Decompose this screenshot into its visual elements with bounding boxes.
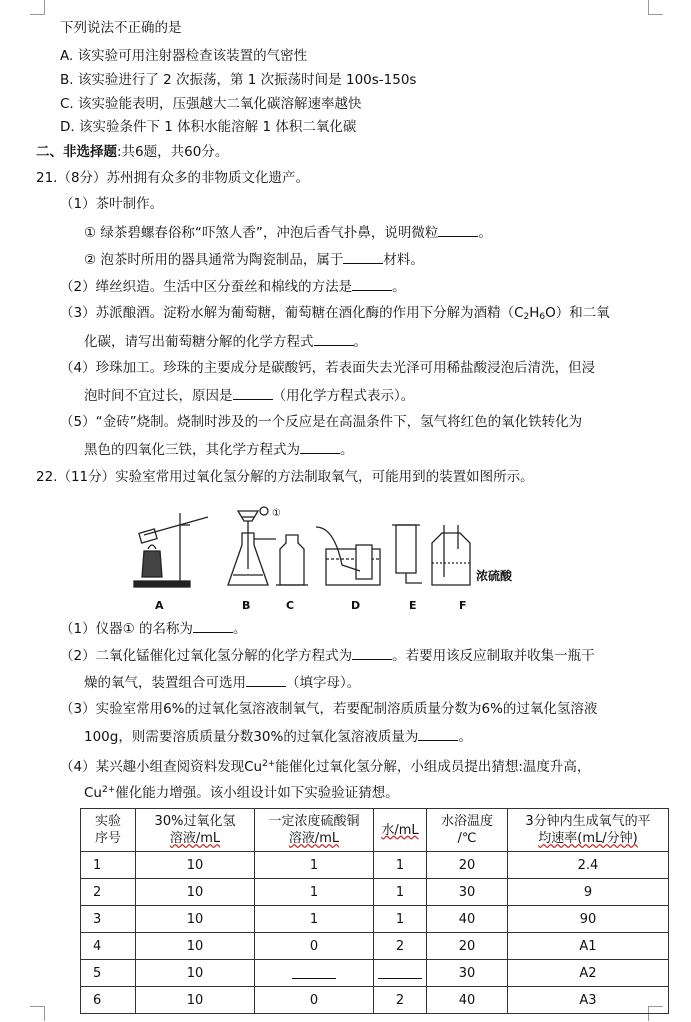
cell-rate: A2: [508, 960, 669, 987]
q21-part1-b-end: 材料。: [383, 252, 424, 268]
q22-part3-line2: [84, 726, 472, 747]
cell-water: 2: [374, 987, 427, 1014]
period: 。: [232, 621, 247, 637]
lab-apparatus-figure: [130, 505, 513, 615]
cell-water: 1: [374, 879, 427, 906]
cell-trial-no: 2: [81, 879, 136, 906]
section-desc: :共6题，共60分。: [117, 144, 229, 160]
cell-cuso4: 0: [255, 987, 374, 1014]
crop-mark-top-right: [648, 0, 663, 15]
subscript: 2: [523, 312, 530, 322]
answer-blank[interactable]: [378, 964, 422, 979]
q22-part2-end: 。若要用该反应制取并收集一瓶干: [392, 648, 595, 664]
cell-temperature: 20: [427, 852, 508, 879]
q22-part4-line2: [84, 780, 399, 803]
cell-rate: A3: [508, 987, 669, 1014]
q21-part5-line1: （5）“金砖”烧制。烧制时涉及的一个反应是在高温条件下，氢气将红色的氧化铁转化为: [60, 414, 583, 430]
answer-blank[interactable]: [438, 222, 478, 237]
crop-mark-bottom-left: [30, 1006, 45, 1021]
cell-h2o2: 10: [136, 906, 255, 933]
cell-temperature: 40: [427, 906, 508, 933]
cell-rate: A1: [508, 933, 669, 960]
cell-cuso4-blank[interactable]: [255, 960, 374, 987]
q22-part2-line2: [84, 672, 360, 693]
apparatus-e-illustration: [392, 525, 422, 583]
period: 。: [458, 729, 472, 745]
apparatus-a-illustration: [134, 513, 208, 587]
cell-h2o2: 10: [136, 933, 255, 960]
header-oxygen-rate: 3分钟内生成氧气的平 均速率(mL/分钟): [508, 809, 669, 852]
apparatus-c-illustration: [276, 535, 308, 585]
table-row: [81, 960, 669, 987]
cell-cuso4: 0: [255, 933, 374, 960]
q21-part2-text: （2）缂丝织造。生活中区分蚕丝和棉线的方法是: [60, 279, 353, 295]
cell-rate: 2.4: [508, 852, 669, 879]
q20-option-c: C. 该实验能表明，压强越大二氧化碳溶解速率越快: [60, 96, 362, 112]
header-water-volume: 水/mL: [374, 809, 427, 852]
cell-h2o2: 10: [136, 852, 255, 879]
subscript: 6: [539, 312, 546, 322]
cell-h2o2: 10: [136, 879, 255, 906]
q22-part4-line1: [60, 754, 590, 777]
q21-part2: [60, 276, 406, 297]
experiment-table: [80, 808, 669, 1014]
answer-blank[interactable]: [343, 249, 383, 264]
q21-part1: （1）茶叶制作。: [60, 196, 164, 212]
q20-option-a: A. 该实验可用注射器检查该装置的气密性: [60, 48, 308, 64]
period: 。: [353, 334, 367, 350]
answer-blank[interactable]: [246, 672, 286, 687]
q22-part4-end2: 催化能力增强。该小组设计如下实验验证猜想。: [115, 785, 399, 801]
cell-cuso4: 1: [255, 906, 374, 933]
answer-blank[interactable]: [352, 276, 392, 291]
q21-part1-b: [84, 249, 424, 270]
q22-part2-text: （2）二氧化锰催化过氧化氢分解的化学方程式为: [60, 648, 353, 664]
q22-part4-text2: Cu: [84, 785, 102, 801]
q21-part5-line2: [84, 439, 354, 460]
q21-head: 21.（8分）苏州拥有众多的非物质文化遗产。: [36, 170, 310, 186]
header-bath-temperature: 水浴温度 /℃: [427, 809, 508, 852]
q22-part3-line1: （3）实验室常用6%的过氧化氢溶液制氧气，若要配制溶质质量分数为6%的过氧化氢溶液: [60, 701, 598, 717]
section-heading: [36, 142, 228, 162]
cell-cuso4: 1: [255, 852, 374, 879]
cell-water: 2: [374, 933, 427, 960]
period: 。: [340, 442, 354, 458]
instrument-marker: ①: [272, 508, 281, 519]
q21-part4-line1: （4）珍珠加工。珍珠的主要成分是碳酸钙，若表面失去光泽可用稀盐酸浸泡后清洗，但浸: [60, 360, 596, 376]
conc-sulfuric-acid-label: 浓硫酸: [476, 569, 513, 583]
cell-water: 1: [374, 906, 427, 933]
q21-part3-text2: 化碳，请写出葡萄糖分解的化学方程式: [84, 334, 314, 350]
answer-blank[interactable]: [292, 964, 336, 979]
q22-part4-text: （4）某兴趣小组查阅资料发现Cu: [60, 759, 263, 775]
table-header-row: [81, 809, 669, 852]
q21-part3-line1: [60, 303, 610, 327]
apparatus-label-b: B: [242, 599, 251, 612]
apparatus-f-illustration: [432, 525, 470, 585]
cell-temperature: 40: [427, 987, 508, 1014]
cell-trial-no: 5: [81, 960, 136, 987]
cell-trial-no: 6: [81, 987, 136, 1014]
apparatus-label-e: E: [409, 599, 417, 612]
q22-part2-line1: [60, 645, 595, 666]
q22-part1: [60, 618, 246, 639]
cell-cuso4: 1: [255, 879, 374, 906]
superscript: 2+: [262, 759, 276, 769]
cell-temperature: 20: [427, 933, 508, 960]
q21-part4-end: （用化学方程式表示）。: [272, 388, 415, 404]
q22-part1-text: （1）仪器① 的名称为: [60, 621, 193, 637]
cell-h2o2: 10: [136, 960, 255, 987]
crop-mark-top-left: [30, 0, 45, 15]
cell-temperature: 30: [427, 879, 508, 906]
cell-rate: 9: [508, 879, 669, 906]
answer-blank[interactable]: [193, 618, 233, 633]
q21-part3-end: O）和二氧: [545, 305, 610, 321]
apparatus-label-d: D: [351, 599, 361, 612]
table-row: [81, 933, 669, 960]
q22-part3-text2: 100g，则需要溶质质量分数30%的过氧化氢溶液质量为: [84, 729, 419, 745]
cell-h2o2: 10: [136, 987, 255, 1014]
cell-trial-no: 3: [81, 906, 136, 933]
q22-head: 22.（11分）实验室常用过氧化氢分解的方法制取氧气，可能用到的装置如图所示。: [36, 469, 534, 485]
table-row: [81, 906, 669, 933]
q21-part3-line2: [84, 331, 367, 352]
cell-trial-no: 4: [81, 933, 136, 960]
q21-part4-text2: 泡时间不宜过长，原因是: [84, 388, 233, 404]
apparatus-d-illustration: [316, 527, 380, 585]
q21-part1-a-text: ① 绿茶碧螺春俗称“吓煞人香”，冲泡后香气扑鼻，说明微粒: [84, 225, 439, 241]
table-row: [81, 852, 669, 879]
answer-blank[interactable]: [233, 385, 273, 400]
answer-blank[interactable]: [300, 439, 340, 454]
q20-option-b: B. 该实验进行了 2 次振荡，第 1 次振荡时间是 100s-150s: [60, 72, 417, 88]
cell-rate: 90: [508, 906, 669, 933]
cell-water-blank[interactable]: [374, 960, 427, 987]
q20-stem: 下列说法不正确的是: [60, 20, 182, 36]
answer-blank[interactable]: [352, 645, 392, 660]
apparatus-label-c: C: [286, 599, 295, 612]
answer-blank[interactable]: [314, 331, 354, 346]
header-h2o2-volume: 30%过氧化氢 溶液/mL: [136, 809, 255, 852]
q21-part3-text: （3）苏派酿酒。淀粉水解为葡萄糖，葡萄糖在酒化酶的作用下分解为酒精（C: [60, 305, 524, 321]
apparatus-label-a: A: [155, 599, 164, 612]
formula-h: H: [529, 305, 540, 321]
header-trial-no: 实验 序号: [81, 809, 136, 852]
q21-part5-text2: 黑色的四氧化三铁，其化学方程式为: [84, 442, 300, 458]
q20-option-d: D. 该实验条件下 1 体积水能溶解 1 体积二氧化碳: [60, 119, 357, 135]
apparatus-label-f: F: [459, 599, 467, 612]
superscript: 2+: [101, 785, 116, 795]
cell-temperature: 30: [427, 960, 508, 987]
q21-part4-line2: [84, 385, 414, 406]
q22-part4-end: 能催化过氧化氢分解，小组成员提出猜想:温度升高，: [275, 759, 591, 775]
period: 。: [478, 225, 492, 241]
section-label: 二、非选择题: [36, 144, 117, 160]
cell-trial-no: 1: [81, 852, 136, 879]
header-cuso4-volume: 一定浓度硫酸铜 溶液/mL: [255, 809, 374, 852]
q21-part1-b-text: ② 泡茶时所用的器具通常为陶瓷制品，属于: [84, 252, 344, 268]
cell-water: 1: [374, 852, 427, 879]
table-row: [81, 879, 669, 906]
q22-part2-end2: （填字母）。: [286, 675, 361, 691]
q22-part2-text2: 燥的氧气，装置组合可选用: [84, 675, 246, 691]
answer-blank[interactable]: [418, 726, 458, 741]
table-row: [81, 987, 669, 1014]
period: 。: [392, 279, 406, 295]
q21-part1-a: [84, 222, 492, 243]
apparatus-b-illustration: [228, 507, 276, 585]
